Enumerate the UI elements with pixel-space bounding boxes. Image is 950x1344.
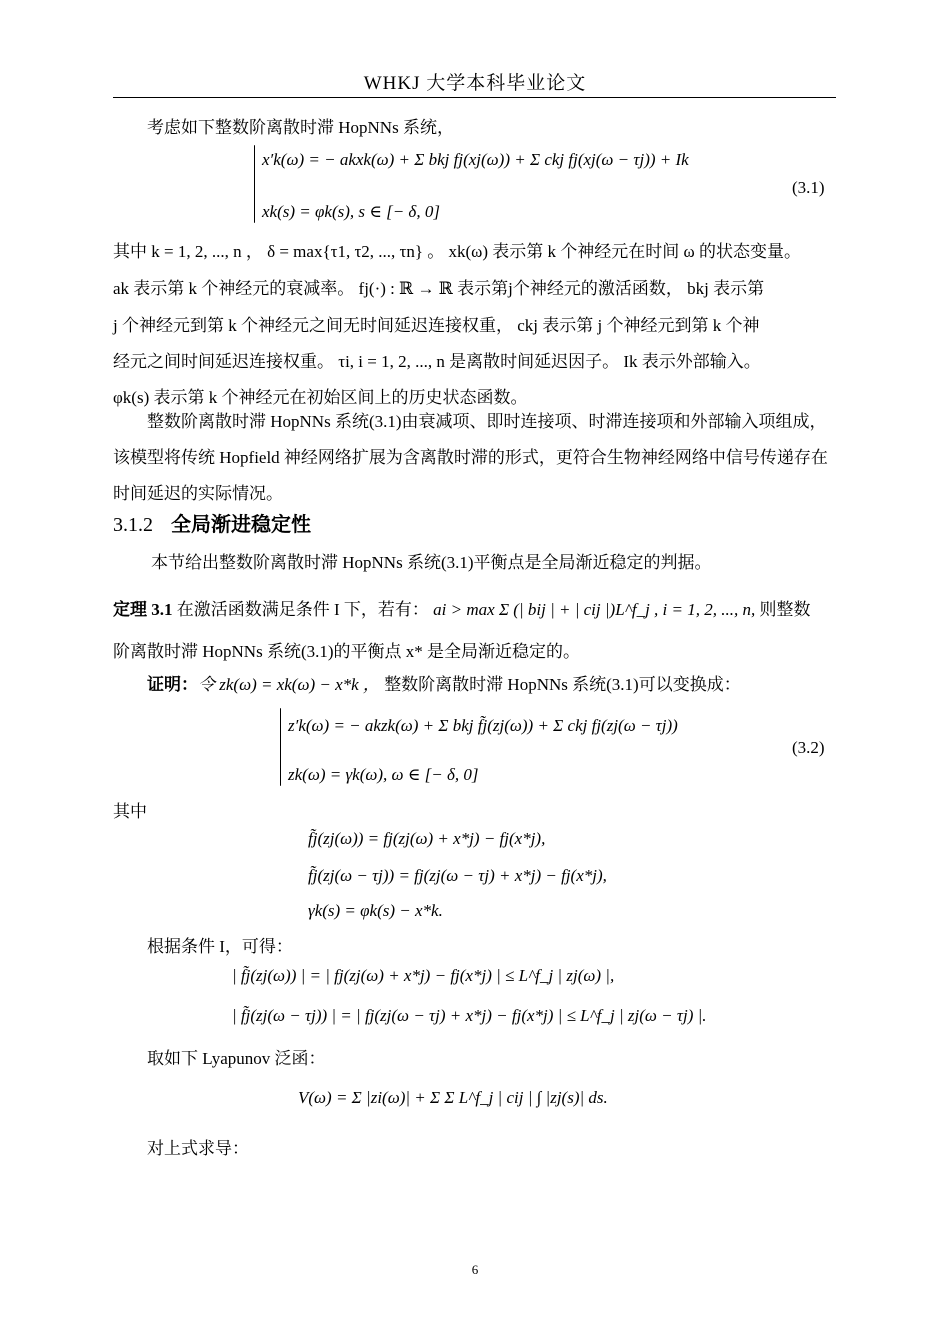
para1-line2: ak 表示第 k 个神经元的衰减率。 fj(·) : ℝ → ℝ 表示第j个神经元的激活函数， bkj 表示第 [113,279,765,298]
equation-3-1-line2: xk(s) = φk(s), s ∈ [− δ, 0] [262,202,440,221]
para1-line5: φk(s) 表示第 k 个神经元在初始区间上的历史状态函数。 [113,388,528,407]
equation-number-3-2: (3.2) [792,738,825,757]
equation-brace [280,708,281,786]
para1-line3: j 个神经元到第 k 个神经元之间无时间延迟连接权重， ckj 表示第 j 个神经元到第 k 个神 [113,316,760,335]
para2: 整数阶离散时滞 HopNNs 系统(3.1)由衰减项、即时连接项、时滞连接项和外部输入项组成，该模型将传统 Hopfield 神经网络扩展为含离散时滞的形式，更符合生物神经网络中信号传递存在时间延迟的实际情况。 [113,412,828,503]
section-number: 3.1.2 [113,514,153,536]
header-rule [113,97,836,98]
where-label: 其中 [113,802,147,821]
inequality-2: | f̃j(zj(ω − τj)) | = | fj(zj(ω − τj) + x*j) − fj(x*j) | ≤ L^f_j | zj(ω − τj) |. [232,1006,707,1025]
theorem-condition: ai > max Σ (| bij | + | cij |)L^f_j , i = 1, 2, ..., n, [433,600,756,619]
page-number: 6 [471,1262,479,1277]
section-heading [113,508,311,537]
theorem-text-a: 在激活函数满足条件 I 下，若有： [176,600,429,619]
proof-label: 证明： [147,675,198,694]
lyapunov-intro: 取如下 Lyapunov 泛函： [147,1049,326,1068]
definition-2: f̃j(zj(ω − τj)) = fj(zj(ω − τj) + x*j) − fj(x*j), [308,866,607,885]
equation-3-2-line2: zk(ω) = γk(ω), ω ∈ [− δ, 0] [288,765,479,784]
equation-3-1-line1: x′k(ω) = − akxk(ω) + Σ bkj fj(xj(ω)) + Σ ckj fj(xj(ω − τj)) + Ik [262,150,689,169]
by-condition-text: 根据条件 I，可得： [147,937,293,956]
equation-brace [254,145,255,223]
section-title: 全局渐进稳定性 [171,514,311,536]
theorem-line1 [113,595,810,620]
inequality-1: | f̃j(zj(ω)) | = | fj(zj(ω) + x*j) − fj(x*j) | ≤ L^f_j | zj(ω) |, [232,966,615,985]
equation-3-2-line1: z′k(ω) = − akzk(ω) + Σ bkj f̃j(zj(ω)) + Σ ckj fj(zj(ω − τj)) [288,716,678,735]
section-intro: 本节给出整数阶离散时滞 HopNNs 系统(3.1)平衡点是全局渐近稳定的判据。 [151,553,712,572]
page-header: WHKJ 大学本科毕业论文 [363,73,587,94]
intro-text: 考虑如下整数阶离散时滞 HopNNs 系统， [147,118,454,137]
proof-text: 整数阶离散时滞 HopNNs 系统(3.1)可以变换成： [384,675,741,694]
proof-substitution: 令 zk(ω) = xk(ω) − x*k ， [198,675,380,694]
proof-line [147,670,741,695]
derive-text: 对上式求导： [147,1139,249,1158]
equation-number-3-1: (3.1) [792,178,825,197]
lyapunov-functional: V(ω) = Σ |zi(ω)| + Σ Σ L^f_j | cij | ∫ |zj(s)| ds. [298,1088,608,1107]
theorem-label: 定理 3.1 [113,600,173,619]
para1-line4: 经元之间时间延迟连接权重。 τi, i = 1, 2, ..., n 是离散时间延迟因子。 Ik 表示外部输入。 [113,352,761,371]
definition-3: γk(s) = φk(s) − x*k. [308,901,443,920]
para1-line1: 其中 k = 1, 2, ..., n ， δ = max{τ1, τ2, ..., τn} 。 xk(ω) 表示第 k 个神经元在时间 ω 的状态变量。 [113,242,801,261]
theorem-line2: 阶离散时滞 HopNNs 系统(3.1)的平衡点 x* 是全局渐近稳定的。 [113,642,581,661]
theorem-text-b: 则整数 [759,600,811,619]
definition-1: f̃j(zj(ω)) = fj(zj(ω) + x*j) − fj(x*j), [308,829,546,848]
